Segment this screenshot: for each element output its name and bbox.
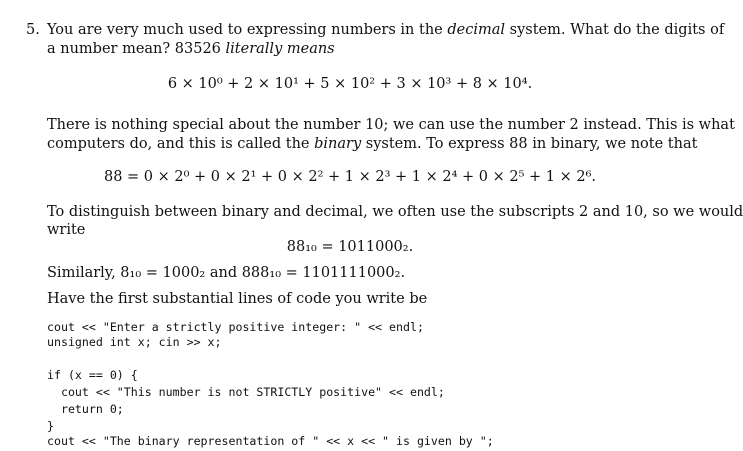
equation-binary-expansion: 88 = 0 × 2⁰ + 0 × 2¹ + 0 × 2² + 1 × 2³ + 1 × 2⁴ + 0 × 2⁵ + 1 × 2⁶. <box>103 169 597 185</box>
code-line-7: cout << "The binary representation of " << x << " is given by "; <box>47 434 494 448</box>
code-line-6: } <box>47 419 54 433</box>
paragraph-1-line-1: You are very much used to expressing numbers in the decimal system. What do the digits of <box>47 22 725 38</box>
code-line-4: cout << "This number is not STRICTLY positive" << endl; <box>47 385 445 399</box>
paragraph-3-line-1: To distinguish between binary and decimal, we often use the subscripts 2 and 10, so we would <box>47 204 743 220</box>
equation-88-binary: 88₁₀ = 1011000₂. <box>286 239 414 255</box>
code-line-3: if (x == 0) { <box>47 368 138 382</box>
problem-number: 5. <box>26 22 40 38</box>
paragraph-2-line-1: There is nothing special about the number 10; we can use the number 2 instead. This is what <box>47 117 735 133</box>
paragraph-2-line-2: computers do, and this is called the binary system. To express 88 in binary, we note that <box>47 136 698 152</box>
paragraph-3-line-2: write <box>47 222 86 238</box>
equation-decimal-expansion: 6 × 10⁰ + 2 × 10¹ + 5 × 10² + 3 × 10³ + 8 × 10⁴. <box>167 76 533 92</box>
code-line-1: cout << "Enter a strictly positive integer: " << endl; <box>47 320 424 334</box>
paragraph-5-line: Have the first substantial lines of code you write be <box>47 291 428 307</box>
code-line-5: return 0; <box>47 402 124 416</box>
paragraph-4-line: Similarly, 8₁₀ = 1000₂ and 888₁₀ = 1101111000₂. <box>47 265 406 281</box>
code-line-2: unsigned int x; cin >> x; <box>47 335 222 349</box>
paragraph-1-line-2: a number mean? 83526 literally means <box>47 41 335 57</box>
